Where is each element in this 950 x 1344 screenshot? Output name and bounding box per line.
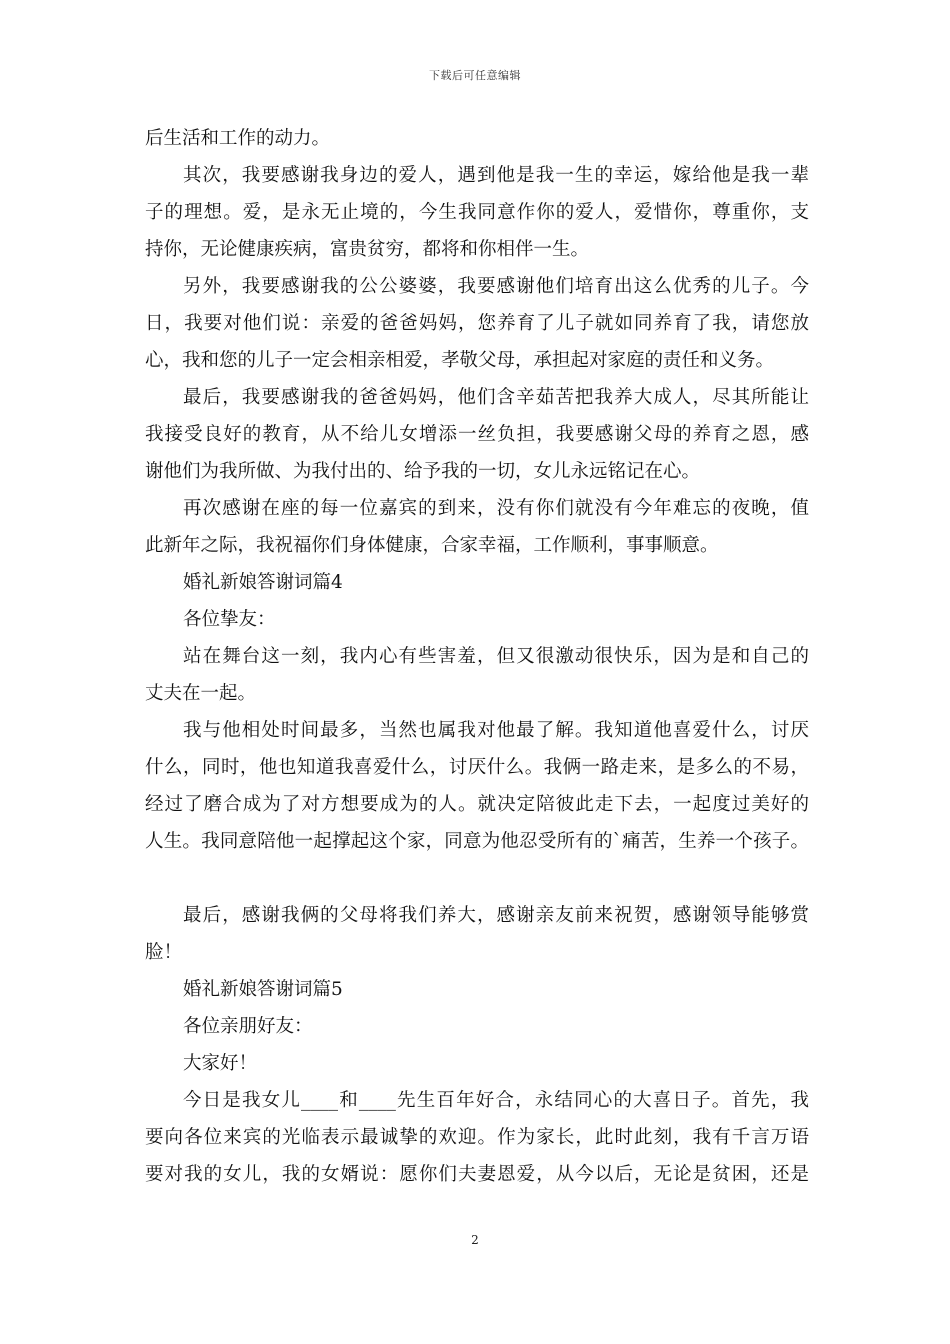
text-line: 其次，我要感谢我身边的爱人，遇到他是我一生的幸运，嫁给他是我一辈: [183, 165, 809, 186]
text-line: 什么，同时，他也知道我喜爱什么，讨厌什么。我俩一路走来，是多么的不易，: [145, 757, 809, 778]
text-line: 后生活和工作的动力。: [145, 128, 331, 149]
text-line: 我接受良好的教育，从不给儿女增添一丝负担，我要感谢父母的养育之恩，感: [145, 424, 809, 445]
text-line: 我与他相处时间最多，当然也属我对他最了解。我知道他喜爱什么，讨厌: [183, 720, 809, 741]
text-line: 要向各位来宾的光临表示最诚挚的欢迎。作为家长，此时此刻，我有千言万语: [145, 1127, 809, 1148]
text-line: 谢他们为我所做、为我付出的、给予我的一切，女儿永远铭记在心。: [145, 461, 701, 482]
text-line: 子的理想。爱，是永无止境的，今生我同意作你的爱人，爱惜你，尊重你，支: [145, 202, 809, 223]
text-line: 各位挚友：: [183, 609, 276, 630]
text-line: 站在舞台这一刻，我内心有些害羞，但又很激动很快乐，因为是和自己的: [183, 646, 809, 667]
page-header-note: 下载后可任意编辑: [429, 69, 521, 82]
text-line: 经过了磨合成为了对方想要成为的人。就决定陪彼此走下去，一起度过美好的: [145, 794, 809, 815]
text-line: 婚礼新娘答谢词篇4: [183, 572, 343, 593]
text-line: 人生。我同意陪他一起撑起这个家，同意为他忍受所有的`痛苦，生养一个孩子。: [145, 831, 809, 852]
text-line: 丈夫在一起。: [145, 683, 257, 704]
text-line: 各位亲朋好友：: [183, 1016, 313, 1037]
text-line: 此新年之际，我祝福你们身体健康，合家幸福，工作顺利，事事顺意。: [145, 535, 719, 556]
text-line: 婚礼新娘答谢词篇5: [183, 979, 343, 1000]
text-line: 今日是我女儿____和____先生百年好合，永结同心的大喜日子。首先，我: [183, 1090, 809, 1111]
text-line: 日，我要对他们说：亲爱的爸爸妈妈，您养育了儿子就如同养育了我，请您放: [145, 313, 809, 334]
text-line: 最后，我要感谢我的爸爸妈妈，他们含辛茹苦把我养大成人，尽其所能让: [183, 387, 809, 408]
text-line: 要对我的女儿，我的女婿说：愿你们夫妻恩爱，从今以后，无论是贫困，还是: [145, 1164, 809, 1185]
text-line: 再次感谢在座的每一位嘉宾的到来，没有你们就没有今年难忘的夜晚，值: [183, 498, 809, 519]
text-line: 最后，感谢我俩的父母将我们养大，感谢亲友前来祝贺，感谢领导能够赏: [183, 905, 809, 926]
text-line: 持你，无论健康疾病，富贵贫穷，都将和你相伴一生。: [145, 239, 590, 260]
text-line: 另外，我要感谢我的公公婆婆，我要感谢他们培育出这么优秀的儿子。今: [183, 276, 809, 297]
page-number: 2: [471, 1233, 479, 1247]
text-line: 脸！: [145, 942, 183, 963]
document-body: [145, 120, 809, 1193]
blank-line: [145, 860, 809, 897]
text-line: 心，我和您的儿子一定会相亲相爱，孝敬父母，承担起对家庭的责任和义务。: [145, 350, 775, 371]
text-line: 大家好！: [183, 1053, 258, 1074]
